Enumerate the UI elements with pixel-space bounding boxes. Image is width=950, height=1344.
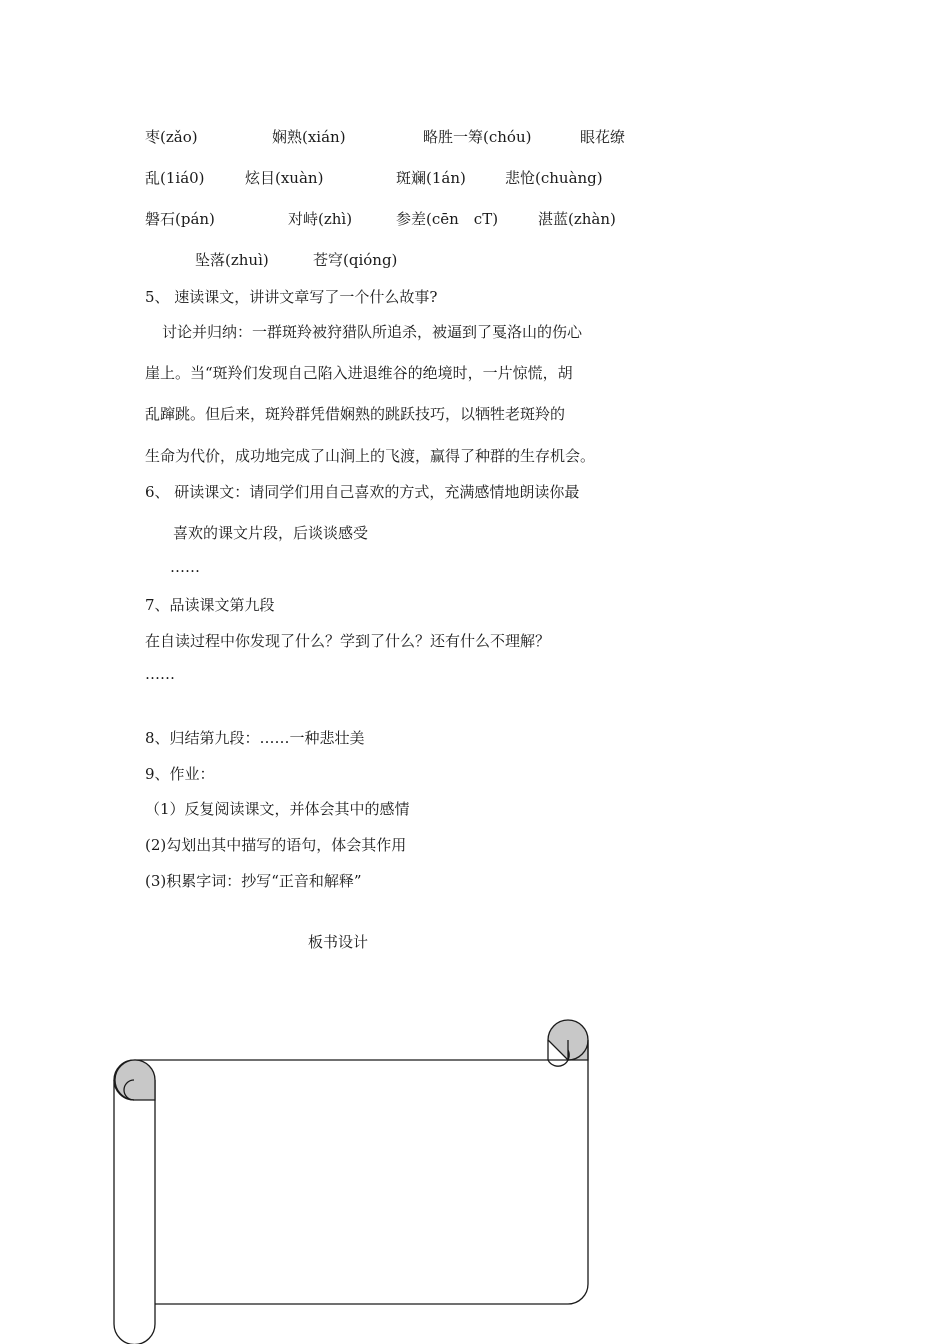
vocab-word: 斑斓(1án) — [396, 169, 466, 187]
vocab-word: 悲怆(chuàng) — [505, 169, 603, 187]
vocab-word: 对峙(zhì) — [288, 210, 353, 228]
item-5-answer-line: 讨论并归纳：一群斑羚被狩猎队所追杀，被逼到了戛洛山的伤心 — [162, 323, 583, 341]
vocab-word: 坠落(zhuì) — [195, 251, 269, 269]
item-6-ellipsis: …… — [170, 558, 200, 576]
item-7-ellipsis: …… — [145, 665, 175, 683]
item-6-heading: 6、 研读课文：请同学们用自己喜欢的方式，充满感情地朗读你最 — [145, 483, 580, 501]
vocab-word: 苍穹(qióng) — [313, 251, 398, 269]
vocab-word: 湛蓝(zhàn) — [538, 210, 616, 228]
item-8-heading: 8、归结第九段：……一种悲壮美 — [145, 729, 365, 747]
vocab-word: 娴熟(xián) — [272, 128, 346, 146]
vocab-word: 略胜一筹(chóu) — [423, 128, 532, 146]
homework-item: (2)勾划出其中描写的语句，体会其作用 — [145, 836, 407, 854]
homework-item: (3)积累字词：抄写“正音和解释” — [145, 872, 362, 890]
item-7-question: 在自读过程中你发现了什么？学到了什么？还有什么不理解？ — [145, 632, 551, 650]
item-7-heading: 7、品读课文第九段 — [145, 596, 275, 614]
vocab-word: 磐石(pán) — [145, 210, 215, 228]
vocab-word: 枣(zǎo) — [145, 128, 198, 146]
item-5-answer-line: 崖上。当“斑羚们发现自己陷入进退维谷的绝境时，一片惊慌，胡 — [145, 364, 573, 382]
item-6-heading-cont: 喜欢的课文片段，后谈谈感受 — [173, 524, 369, 542]
item-5-answer-line: 乱蹿跳。但后来，斑羚群凭借娴熟的跳跃技巧，以牺牲老斑羚的 — [145, 405, 566, 423]
vocab-word: 参差(cēn cT) — [396, 210, 499, 228]
item-5-answer-line: 生命为代价，成功地完成了山涧上的飞渡，赢得了种群的生存机会。 — [145, 447, 596, 465]
vocab-word: 眼花缭 — [580, 128, 626, 146]
homework-item: （1）反复阅读课文，并体会其中的感情 — [145, 800, 410, 818]
vocab-word: 乱(1iá0) — [145, 169, 205, 187]
item-9-heading: 9、作业： — [145, 765, 215, 783]
vocab-word: 炫目(xuàn) — [245, 169, 324, 187]
item-5-heading: 5、 速读课文，讲讲文章写了一个什么故事? — [145, 288, 438, 306]
board-design-title: 板书设计 — [308, 933, 369, 951]
